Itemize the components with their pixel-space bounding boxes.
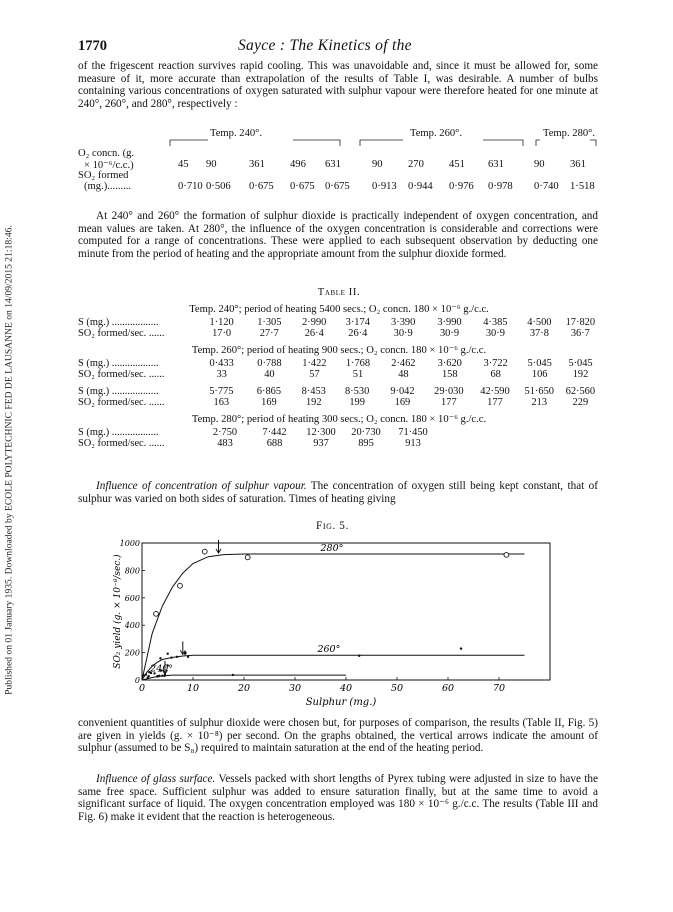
figure-caption: Fig. 5. <box>316 520 349 532</box>
block-260-table-a <box>78 358 600 380</box>
paragraph-2: At 240° and 260° the formation of sulphur dioxide is practically independent of oxygen concentration, and mean values are taken. At 280°, the influence of the oxygen concentration is considerable and corrections were computed for a range of concentrations. These were applied to each subsequent observation by deducting one minute from the period of heating and the appropriate amount from the sulphur dioxide formed. <box>78 210 598 260</box>
paragraph-5: Influence of glass surface. Vessels packed with short lengths of Pyrex tubing were adjusted in size to have the same free space. Sufficient sulphur was added to ensure saturation finally, but at the same time to avoid a significant surface of liquid. The oxygen concentration employed was 180 × 10⁻⁶ g./c.c. The results (Table III and Fig. 6) make it evident that the reaction is heterogeneous. <box>78 773 598 823</box>
sulphur-mg-cell: 29·030 <box>434 386 464 397</box>
o2-concentration-cell: 90 <box>534 159 545 170</box>
sulphur-mg-cell: 62·560 <box>565 386 596 397</box>
o2-concentration-cell: 361 <box>570 159 586 170</box>
block-240-heading: Temp. 240°; period of heating 5400 secs.; O₂ concn. 180 × 10⁻⁶ g./c.c. <box>189 304 489 315</box>
series-curve-1 <box>142 655 525 680</box>
so2-per-sec-cell: 229 <box>572 397 589 408</box>
data-point <box>460 647 462 649</box>
sulphur-mg-cell: 6·865 <box>256 386 282 397</box>
data-point <box>187 656 189 658</box>
so2-per-sec-cell: 27·7 <box>259 328 279 339</box>
x-tick-label: 30 <box>288 683 302 694</box>
sulphur-mg-cell: 3·722 <box>483 358 508 369</box>
so2-per-sec-cell: 40 <box>264 369 275 380</box>
table-oxygen-concentration <box>78 128 600 192</box>
so2-formed-cell: 0·976 <box>449 181 474 192</box>
sulphur-mg-cell: 4·500 <box>527 317 552 328</box>
block-280-table <box>78 427 437 449</box>
temp-240-header: Temp. 240°. <box>210 128 263 139</box>
so2-per-sec-cell: 36·7 <box>570 328 590 339</box>
so2-per-sec-cell: 30·9 <box>393 328 413 339</box>
block-260-heading: Temp. 260°; period of heating 900 secs.; O₂ concn. 180 × 10⁻⁶ g./c.c. <box>191 345 487 356</box>
y-axis-label: SO₂ yield (g. × 10⁻⁸/sec.) <box>113 554 123 669</box>
so2-per-sec-cell: 169 <box>261 397 277 408</box>
block-260-table-b <box>78 386 600 408</box>
section-heading-sulphur-vapour: Influence of concentration of sulphur vapour. <box>96 480 307 492</box>
sulphur-mg-cell: 9·042 <box>390 386 415 397</box>
sulphur-mg-cell: 3·990 <box>437 317 462 328</box>
sulphur-mg-cell: 2·990 <box>302 317 327 328</box>
so2-per-sec-cell: 30·9 <box>439 328 460 339</box>
so2-per-sec-cell: 177 <box>487 397 503 408</box>
plot-frame <box>142 543 550 680</box>
table-row <box>78 438 437 449</box>
x-tick-label: 0 <box>138 683 146 694</box>
so2-formed-cell: 0·978 <box>488 181 513 192</box>
temp-260-header: Temp. 260°. <box>410 128 463 139</box>
so2-formed-cell: 0·710 <box>178 181 203 192</box>
sulphur-mg-cell: 17·820 <box>565 317 596 328</box>
sulphur-mg-cell: 4·385 <box>483 317 508 328</box>
sulphur-mg-cell: 2·462 <box>391 358 416 369</box>
data-point <box>245 555 250 560</box>
table-row <box>78 386 600 397</box>
o2-concentration-cell: 496 <box>290 159 306 170</box>
row-label: SO₂ formed/sec. ...... <box>78 369 165 380</box>
so2-per-sec-cell: 26·4 <box>348 328 368 339</box>
data-point <box>504 553 509 558</box>
so2-per-sec-cell: 30·9 <box>485 328 505 339</box>
data-point <box>170 656 172 658</box>
sulphur-mg-cell: 8·530 <box>345 386 370 397</box>
x-tick-label: 50 <box>390 683 404 694</box>
so2-formed-cell: 0·506 <box>206 181 231 192</box>
so2-formed-cell: 0·740 <box>534 181 559 192</box>
sulphur-mg-cell: 5·775 <box>209 386 234 397</box>
data-point <box>202 549 207 554</box>
block-280-heading: Temp. 280°; period of heating 300 secs.; O₂ concn. 180 × 10⁻⁶ g./c.c. <box>191 414 487 425</box>
y-tick-label: 800 <box>124 566 140 576</box>
so2-per-sec-cell: 57 <box>309 369 320 380</box>
page-number: 1770 <box>78 38 107 54</box>
series-label: 240° <box>150 663 174 675</box>
sulphur-mg-cell: 7·442 <box>262 427 287 438</box>
so2-per-sec-cell: 688 <box>266 438 283 449</box>
sulphur-mg-cell: 3·174 <box>345 317 370 328</box>
paragraph-3: Influence of concentration of sulphur vapour. The concentration of oxygen still being kept constant, that of sulphur was varied on both sides of saturation. Times of heating giving <box>78 480 599 505</box>
row-label: S (mg.) .................. <box>78 386 159 397</box>
data-point <box>358 655 360 657</box>
sulphur-mg-cell: 42·590 <box>480 386 510 397</box>
sulphur-mg-cell: 1·422 <box>302 358 327 369</box>
so2-per-sec-cell: 163 <box>213 397 230 408</box>
so2-formed-cell: 1·518 <box>570 181 595 192</box>
so2-formed-cell: 0·675 <box>290 181 315 192</box>
o2-concentration-cell: 361 <box>249 159 265 170</box>
data-point <box>158 675 160 677</box>
so2-per-sec-cell: 483 <box>217 438 233 449</box>
sulphur-mg-cell: 0·788 <box>257 358 282 369</box>
so2-per-sec-cell: 213 <box>531 397 548 408</box>
table-row <box>78 427 437 438</box>
row-label: SO₂ formed/sec. ...... <box>78 438 165 449</box>
so2-per-sec-cell: 26·4 <box>304 328 324 339</box>
data-point <box>232 674 234 676</box>
sulphur-mg-cell: 5·045 <box>568 358 593 369</box>
running-title: Sayce : The Kinetics of the <box>238 37 412 54</box>
sulphur-mg-cell: 1·768 <box>345 358 371 369</box>
so2-per-sec-cell: 199 <box>349 397 365 408</box>
so2-per-sec-cell: 17·0 <box>212 328 232 339</box>
y-tick-label: 1000 <box>119 539 140 548</box>
so2-per-sec-cell: 192 <box>572 369 589 380</box>
o2-concentration-cell: 45 <box>178 159 189 170</box>
row-label: S (mg.) .................. <box>78 317 159 328</box>
x-tick-label: 10 <box>186 683 200 694</box>
o2-concentration-cell: 631 <box>325 159 341 170</box>
y-tick-label: 0 <box>134 676 140 685</box>
data-point <box>178 583 183 588</box>
row-label: SO₂ formed/sec. ...... <box>78 328 165 339</box>
sulphur-mg-cell: 12·300 <box>306 427 336 438</box>
table-row <box>78 358 600 369</box>
so2-per-sec-cell: 895 <box>358 438 374 449</box>
so2-per-sec-cell: 913 <box>405 438 421 449</box>
table-row <box>78 328 600 339</box>
o2-concentration-cell: 631 <box>488 159 504 170</box>
table-2 <box>78 287 600 449</box>
o2-concentration-cell: 90 <box>206 159 217 170</box>
sulphur-mg-cell: 20·730 <box>351 427 381 438</box>
so2-per-sec-cell: 106 <box>531 369 548 380</box>
series-label: 260° <box>317 644 341 656</box>
x-tick-label: 70 <box>492 683 506 694</box>
data-point <box>154 611 159 616</box>
sulphur-mg-cell: 3·390 <box>391 317 416 328</box>
download-watermark: Published on 01 January 1935. Downloaded by ECOLE POLYTECHNIC FED DE LAUSANNE on 14/09/2015 21:18:46. <box>3 225 15 695</box>
so2-per-sec-cell: 158 <box>441 369 458 380</box>
sulphur-mg-cell: 5·045 <box>527 358 552 369</box>
section-heading-glass-surface: Influence of glass surface. <box>96 773 216 785</box>
so2-per-sec-cell: 192 <box>305 397 322 408</box>
sulphur-mg-cell: 1·305 <box>257 317 282 328</box>
so2-per-sec-cell: 51 <box>352 369 364 380</box>
data-point <box>145 673 147 675</box>
x-axis-label: Sulphur (mg.) <box>305 697 377 708</box>
table-row <box>78 317 600 328</box>
so2-label-b: (mg.)......... <box>84 181 132 192</box>
data-point <box>176 656 178 658</box>
figure-5 <box>110 535 560 710</box>
so2-per-sec-cell: 177 <box>441 397 457 408</box>
so2-label-a: SO₂ formed <box>78 170 129 181</box>
x-tick-label: 40 <box>339 683 353 694</box>
o2-concentration-cell: 90 <box>372 159 383 170</box>
so2-per-sec-cell: 33 <box>216 369 227 380</box>
o2-concentration-cell: 451 <box>449 159 465 170</box>
sulphur-mg-cell: 2·750 <box>212 427 238 438</box>
sulphur-mg-cell: 1·120 <box>209 317 234 328</box>
data-point <box>159 657 161 659</box>
so2-formed-cell: 0·675 <box>325 181 350 192</box>
data-point <box>167 652 169 654</box>
paragraph-1: of the frigescent reaction survives rapid cooling. This was unavoidable and, since it must be allowed for, some measure of it, more accurate than extrapolation of the results of Table I, was desirable. A number of bulbs containing various concentrations of oxygen saturated with sulphur vapour were therefore heated for one minute at 240°, 260°, and 280°, respectively : <box>78 60 598 110</box>
so2-per-sec-cell: 169 <box>394 397 411 408</box>
series-curve-0 <box>142 554 525 680</box>
row-label: S (mg.) .................. <box>78 427 159 438</box>
o2-label-b: × 10⁻⁶/c.c.) <box>84 160 134 171</box>
table-row <box>78 397 600 408</box>
so2-per-sec-cell: 37·8 <box>529 328 549 339</box>
sulphur-mg-cell: 51·650 <box>524 386 554 397</box>
series-label: 280° <box>320 542 344 554</box>
x-tick-label: 60 <box>441 683 455 694</box>
sulphur-mg-cell: 8·453 <box>301 386 326 397</box>
so2-formed-cell: 0·944 <box>408 181 433 192</box>
row-label: SO₂ formed/sec. ...... <box>78 397 165 408</box>
o2-concentration-cell: 270 <box>408 159 424 170</box>
sulphur-mg-cell: 71·450 <box>398 427 428 438</box>
so2-per-sec-cell: 48 <box>398 369 409 380</box>
table-2-caption: Table II. <box>317 287 361 298</box>
paragraph-4: convenient quantities of sulphur dioxide were chosen but, for purposes of comparison, the results (Table II, Fig. 5) are given in yields (g. × 10⁻⁸) per second. On the graphs obtained, the vertical arrows indicate the amount of sulphur (assumed to be S₈) required to maintain saturation at the end of the heating period. <box>78 717 598 755</box>
so2-formed-cell: 0·913 <box>372 181 397 192</box>
sulphur-mg-cell: 3·620 <box>437 358 462 369</box>
y-tick-label: 400 <box>124 621 140 631</box>
so2-per-sec-cell: 937 <box>313 438 329 449</box>
so2-formed-cell: 0·675 <box>249 181 274 192</box>
data-point <box>147 675 149 677</box>
table-group-braces <box>78 136 600 148</box>
y-tick-label: 200 <box>124 648 140 658</box>
sulphur-mg-cell: 0·433 <box>209 358 234 369</box>
temp-280-header: Temp. 280°. <box>543 128 596 139</box>
o2-label-a: O₂ concn. (g. <box>78 148 135 159</box>
y-tick-label: 600 <box>124 593 140 603</box>
table-row <box>78 369 600 380</box>
row-label: S (mg.) .................. <box>78 358 159 369</box>
so2-per-sec-cell: 68 <box>490 369 501 380</box>
figure-5-chart <box>110 535 560 710</box>
x-tick-label: 20 <box>237 683 251 694</box>
block-240-table <box>78 317 600 339</box>
